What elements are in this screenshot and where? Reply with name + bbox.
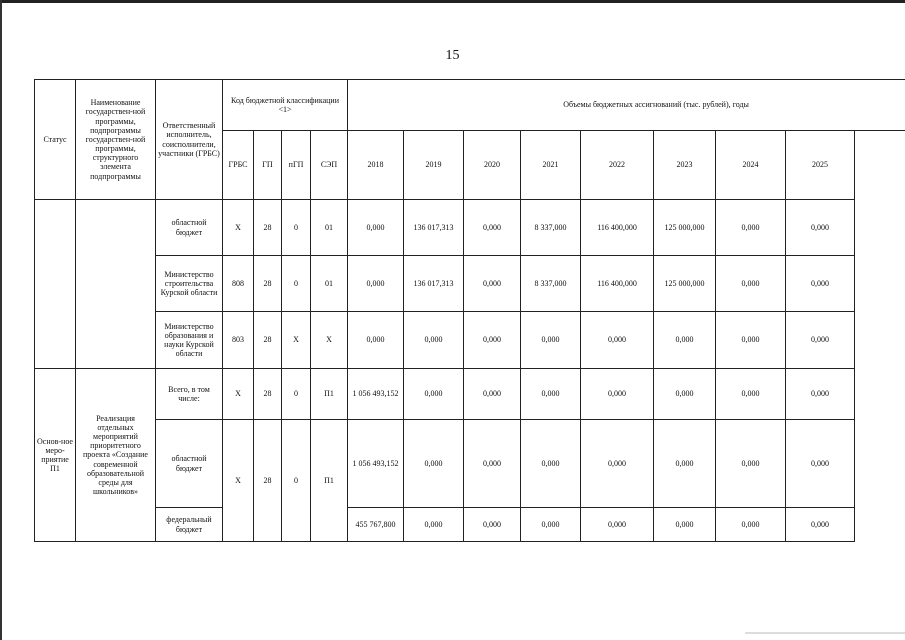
value-cell: 0,000: [464, 312, 521, 369]
budget-table: [34, 79, 905, 542]
code-grbs: X: [223, 420, 254, 542]
value-cell: 125 000,000: [654, 256, 716, 312]
value-cell: 116 400,000: [581, 200, 654, 256]
executor-cell: Всего, в том числе:: [156, 369, 223, 420]
value-cell: 0,000: [786, 369, 855, 420]
value-cell: 8 337,000: [521, 200, 581, 256]
code-grbs: 808: [223, 256, 254, 312]
status-cell: Основ-ное меро-приятие П1: [35, 369, 76, 542]
code-gp: 28: [254, 420, 282, 542]
header-year: 2021: [521, 131, 581, 200]
executor-cell: областной бюджет: [156, 200, 223, 256]
value-cell: 0,000: [581, 508, 654, 542]
header-year: 2024: [716, 131, 786, 200]
value-cell: 0,000: [581, 420, 654, 508]
value-cell: 0,000: [716, 256, 786, 312]
value-cell: 0,000: [716, 200, 786, 256]
header-year: 2019: [404, 131, 464, 200]
value-cell: 0,000: [786, 312, 855, 369]
name-cell: Реализация отдельных мероприятий приоритетного проекта «Создание современной образовательной среды для школьников»: [76, 369, 156, 542]
header-volumes: Объемы бюджетных ассигнований (тыс. рублей), годы: [348, 80, 905, 131]
value-cell: 0,000: [654, 369, 716, 420]
value-cell: 116 400,000: [581, 256, 654, 312]
header-code-pgp: пГП: [282, 131, 311, 200]
value-cell: 125 000,000: [654, 200, 716, 256]
table-row-total: [35, 369, 905, 420]
value-cell: 0,000: [521, 312, 581, 369]
header-code-gp: ГП: [254, 131, 282, 200]
value-cell: 0,000: [654, 312, 716, 369]
header-year: 2023: [654, 131, 716, 200]
value-cell: 0,000: [716, 369, 786, 420]
code-gp: 28: [254, 256, 282, 312]
code-pgp: 0: [282, 256, 311, 312]
header-row-1: [35, 80, 905, 131]
code-sep: 01: [311, 200, 348, 256]
scan-artifact: [745, 632, 905, 634]
value-cell: 0,000: [716, 312, 786, 369]
value-cell: 136 017,313: [404, 256, 464, 312]
value-cell: 0,000: [654, 420, 716, 508]
code-grbs: X: [223, 200, 254, 256]
page-number: 15: [445, 48, 460, 63]
code-pgp: 0: [282, 200, 311, 256]
value-cell: 1 056 493,152: [348, 420, 404, 508]
table-row: [35, 420, 905, 508]
table-row: [35, 312, 905, 369]
value-cell: 0,000: [404, 508, 464, 542]
code-gp: 28: [254, 200, 282, 256]
value-cell: 0,000: [716, 420, 786, 508]
header-year: 2022: [581, 131, 654, 200]
code-sep: 01: [311, 256, 348, 312]
value-cell: 0,000: [786, 420, 855, 508]
value-cell: 0,000: [464, 369, 521, 420]
header-year: 2018: [348, 131, 404, 200]
code-sep: П1: [311, 369, 348, 420]
executor-cell: Министерство строительства Курской области: [156, 256, 223, 312]
value-cell: 0,000: [464, 200, 521, 256]
code-grbs: 803: [223, 312, 254, 369]
executor-cell: областной бюджет: [156, 420, 223, 508]
header-name: Наименование государствен-ной программы, подпрограммы государствен-ной программы, структурного элемента подпрограммы: [76, 80, 156, 200]
value-cell: 0,000: [464, 508, 521, 542]
value-cell: 0,000: [521, 420, 581, 508]
name-cell-empty: [76, 200, 156, 369]
value-cell: 0,000: [521, 369, 581, 420]
value-cell: 0,000: [404, 312, 464, 369]
value-cell: 0,000: [464, 256, 521, 312]
code-gp: 28: [254, 369, 282, 420]
value-cell: 0,000: [786, 508, 855, 542]
header-code-sep: СЭП: [311, 131, 348, 200]
header-executor: Ответственный исполнитель, соисполнители, участники (ГРБС): [156, 80, 223, 200]
code-sep: П1: [311, 420, 348, 542]
value-cell: 0,000: [654, 508, 716, 542]
value-cell: 8 337,000: [521, 256, 581, 312]
status-cell-empty: [35, 200, 76, 369]
value-cell: 1 056 493,152: [348, 369, 404, 420]
value-cell: 455 767,800: [348, 508, 404, 542]
code-grbs: X: [223, 369, 254, 420]
value-cell: 0,000: [404, 420, 464, 508]
value-cell: 0,000: [348, 312, 404, 369]
value-cell: 0,000: [404, 369, 464, 420]
scan-left-border: [0, 0, 2, 640]
value-cell: 0,000: [786, 200, 855, 256]
value-cell: 0,000: [581, 369, 654, 420]
table-row: [35, 200, 905, 256]
code-gp: 28: [254, 312, 282, 369]
header-status: Статус: [35, 80, 76, 200]
scan-top-border: [0, 0, 905, 3]
value-cell: 0,000: [581, 312, 654, 369]
header-code-grbs: ГРБС: [223, 131, 254, 200]
executor-cell: федеральный бюджет: [156, 508, 223, 542]
code-pgp: X: [282, 312, 311, 369]
table-row: [35, 508, 905, 542]
value-cell: 0,000: [786, 256, 855, 312]
value-cell: 0,000: [521, 508, 581, 542]
value-cell: 0,000: [464, 420, 521, 508]
value-cell: 0,000: [716, 508, 786, 542]
executor-cell: Министерство образования и науки Курской области: [156, 312, 223, 369]
value-cell: 136 017,313: [404, 200, 464, 256]
header-budget-code: Код бюджетной классификации <1>: [223, 80, 348, 131]
code-pgp: 0: [282, 369, 311, 420]
header-year: 2020: [464, 131, 521, 200]
code-sep: X: [311, 312, 348, 369]
code-pgp: 0: [282, 420, 311, 542]
table-row: [35, 256, 905, 312]
value-cell: 0,000: [348, 256, 404, 312]
header-year: 2025: [786, 131, 855, 200]
value-cell: 0,000: [348, 200, 404, 256]
